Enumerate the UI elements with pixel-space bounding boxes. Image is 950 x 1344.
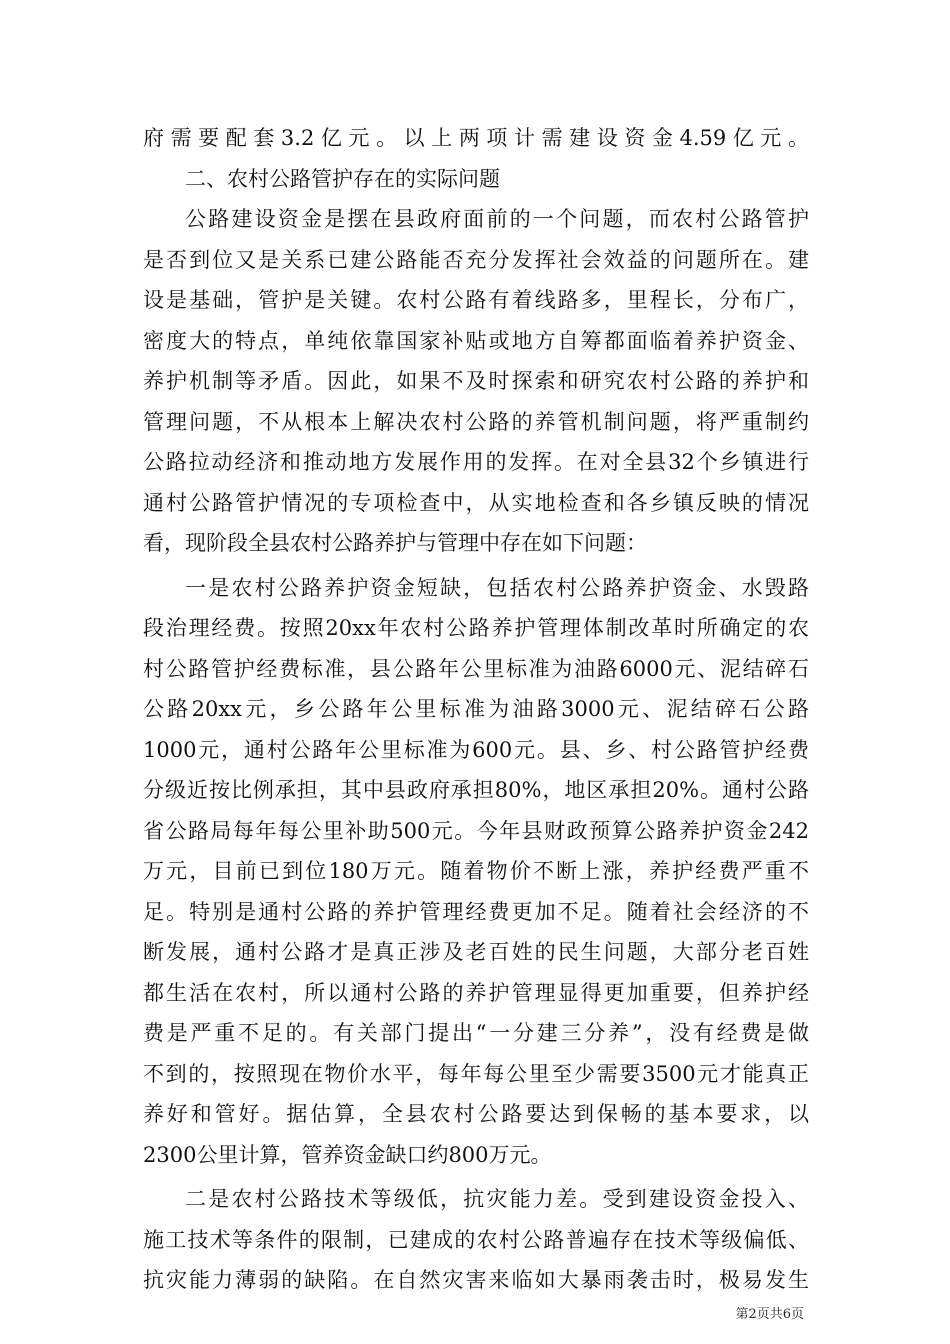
- text-line: 村公路管护经费标准，县公路年公里标准为油路6000元、泥结碎石: [143, 656, 809, 681]
- text-line: 1000元，通村公路年公里标准为600元。县、乡、村公路管护经费: [143, 737, 809, 762]
- text-line: 段治理经费。按照20xx年农村公路养护管理体制改革时所确定的农: [143, 616, 809, 640]
- text-line: 断发展，通村公路才是真正涉及老百姓的民生问题，大部分老百姓: [143, 940, 809, 964]
- text-line: 公路20xx元，乡公路年公里标准为油路3000元、泥结碎石公路: [143, 697, 809, 721]
- text-line: 看，现阶段全县农村公路养护与管理中存在如下问题：: [143, 531, 647, 555]
- text-line: 府需要配套3.2亿元。以上两项计需建设资金4.59亿元。: [143, 126, 809, 150]
- text-line: 二是农村公路技术等级低，抗灾能力差。受到建设资金投入、: [185, 1187, 809, 1211]
- section-heading: 二、农村公路管护存在的实际问题: [185, 166, 500, 191]
- text-line: 设是基础，管护是关键。农村公路有着线路多，里程长，分布广，: [143, 288, 809, 312]
- text-line: 足。特别是通村公路的养护管理经费更加不足。随着社会经济的不: [143, 899, 809, 924]
- page-indicator: 第2页共6页: [735, 1307, 804, 1322]
- text-line: 通村公路管护情况的专项检查中，从实地检查和各乡镇反映的情况: [143, 490, 809, 515]
- text-line: 不到的，按照现在物价水平，每年每公里至少需要3500元才能真正: [143, 1061, 809, 1086]
- text-line: 是否到位又是关系已建公路能否充分发挥社会效益的问题所在。建: [143, 247, 809, 272]
- text-line: 养好和管好。据估算，全县农村公路要达到保畅的基本要求，以: [143, 1102, 809, 1126]
- text-line: 分级近按比例承担，其中县政府承担80%，地区承担20%。通村公路: [143, 778, 809, 802]
- text-line: 万元，目前已到位180万元。随着物价不断上涨，养护经费严重不: [143, 859, 809, 883]
- page-footer: [0, 1303, 950, 1322]
- text-line: 施工技术等条件的限制，已建成的农村公路普遍存在技术等级偏低、: [143, 1227, 809, 1252]
- text-line: 抗灾能力薄弱的缺陷。在自然灾害来临如大暴雨袭击时，极易发生: [143, 1268, 809, 1292]
- text-line: 都生活在农村，所以通村公路的养护管理显得更加重要，但养护经: [143, 980, 809, 1005]
- text-line: 省公路局每年每公里补助500元。今年县财政预算公路养护资金242: [143, 818, 809, 843]
- text-line: 2300公里计算，管养资金缺口约800万元。: [143, 1142, 552, 1167]
- text-line: 密度大的特点，单纯依靠国家补贴或地方自筹都面临着养护资金、: [143, 328, 809, 353]
- document-body: [143, 118, 809, 1301]
- text-line: 费是严重不足的。有关部门提出“一分建三分养”，没有经费是做: [143, 1021, 809, 1045]
- text-line: 一是农村公路养护资金短缺，包括农村公路养护资金、水毁路: [185, 575, 809, 600]
- text-line: 养护机制等矛盾。因此，如果不及时探索和研究农村公路的养护和: [143, 369, 809, 393]
- text-line: 公路拉动经济和推动地方发展作用的发挥。在对全县32个乡镇进行: [143, 450, 809, 474]
- text-line: 管理问题，不从根本上解决农村公路的养管机制问题，将严重制约: [143, 409, 809, 434]
- text-line: 公路建设资金是摆在县政府面前的一个问题，而农村公路管护: [185, 207, 809, 231]
